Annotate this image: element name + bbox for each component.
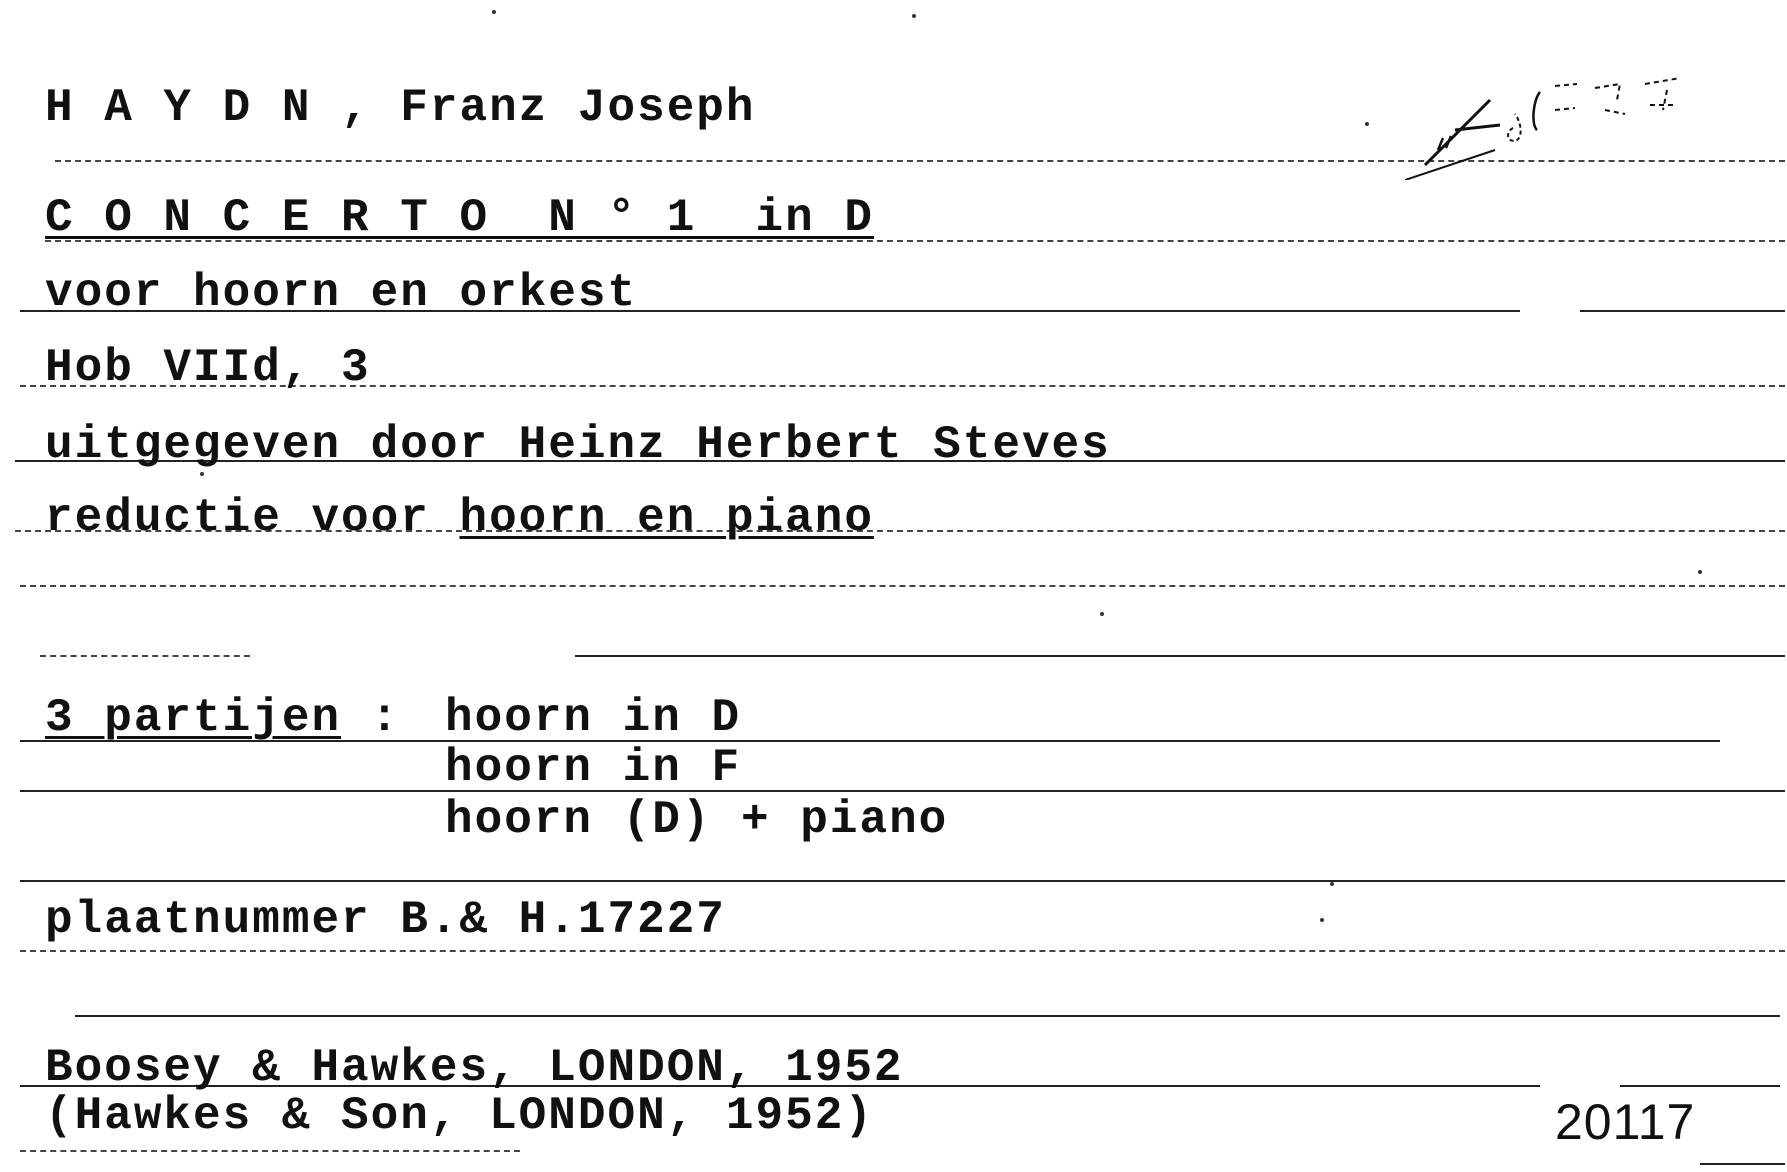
part-item: hoorn in F bbox=[445, 742, 742, 794]
work-title: C O N C E R T O N ° 1 in D bbox=[45, 192, 874, 244]
scan-speck bbox=[912, 14, 916, 18]
card-line bbox=[20, 880, 1785, 882]
card-line bbox=[1580, 310, 1785, 312]
part-item: hoorn (D) + piano bbox=[445, 794, 949, 846]
catalogue-number: Hob VIId, 3 bbox=[45, 342, 371, 394]
instrumentation: voor hoorn en orkest bbox=[45, 267, 638, 319]
scan-speck bbox=[492, 10, 496, 14]
editor-line: uitgegeven door Heinz Herbert Steves bbox=[45, 419, 1111, 471]
scan-speck bbox=[200, 472, 204, 476]
handwritten-call-number bbox=[1405, 70, 1725, 180]
scan-speck bbox=[1698, 570, 1702, 574]
card-line bbox=[20, 585, 1785, 587]
parts-heading bbox=[45, 692, 430, 744]
original-publisher: (Hawkes & Son, LONDON, 1952) bbox=[45, 1090, 874, 1142]
card-line bbox=[40, 655, 250, 657]
scan-speck bbox=[1365, 122, 1369, 126]
scan-speck bbox=[1320, 918, 1324, 922]
scan-speck bbox=[1330, 882, 1334, 886]
card-line bbox=[20, 790, 1785, 792]
composer-name: H A Y D N , Franz Joseph bbox=[45, 82, 756, 134]
card-line bbox=[575, 655, 1785, 657]
publisher: Boosey & Hawkes, LONDON, 1952 bbox=[45, 1042, 904, 1094]
accession-number: 20117 bbox=[1555, 1094, 1696, 1150]
part-item: hoorn in D bbox=[445, 692, 742, 744]
card-line bbox=[75, 1015, 1780, 1017]
plate-number: plaatnummer B.& H.17227 bbox=[45, 894, 726, 946]
card-line bbox=[1700, 1163, 1785, 1165]
parts-separator: : bbox=[341, 692, 430, 744]
card-line bbox=[20, 1150, 520, 1152]
card-line bbox=[20, 950, 1785, 952]
parts-label: 3 partijen bbox=[45, 692, 342, 744]
card-line bbox=[1620, 1085, 1780, 1087]
reduction-prefix: reductie voor bbox=[45, 492, 460, 544]
reduction-instruments: hoorn en piano bbox=[459, 492, 874, 544]
reduction-line bbox=[45, 492, 874, 544]
scan-speck bbox=[1100, 612, 1104, 616]
